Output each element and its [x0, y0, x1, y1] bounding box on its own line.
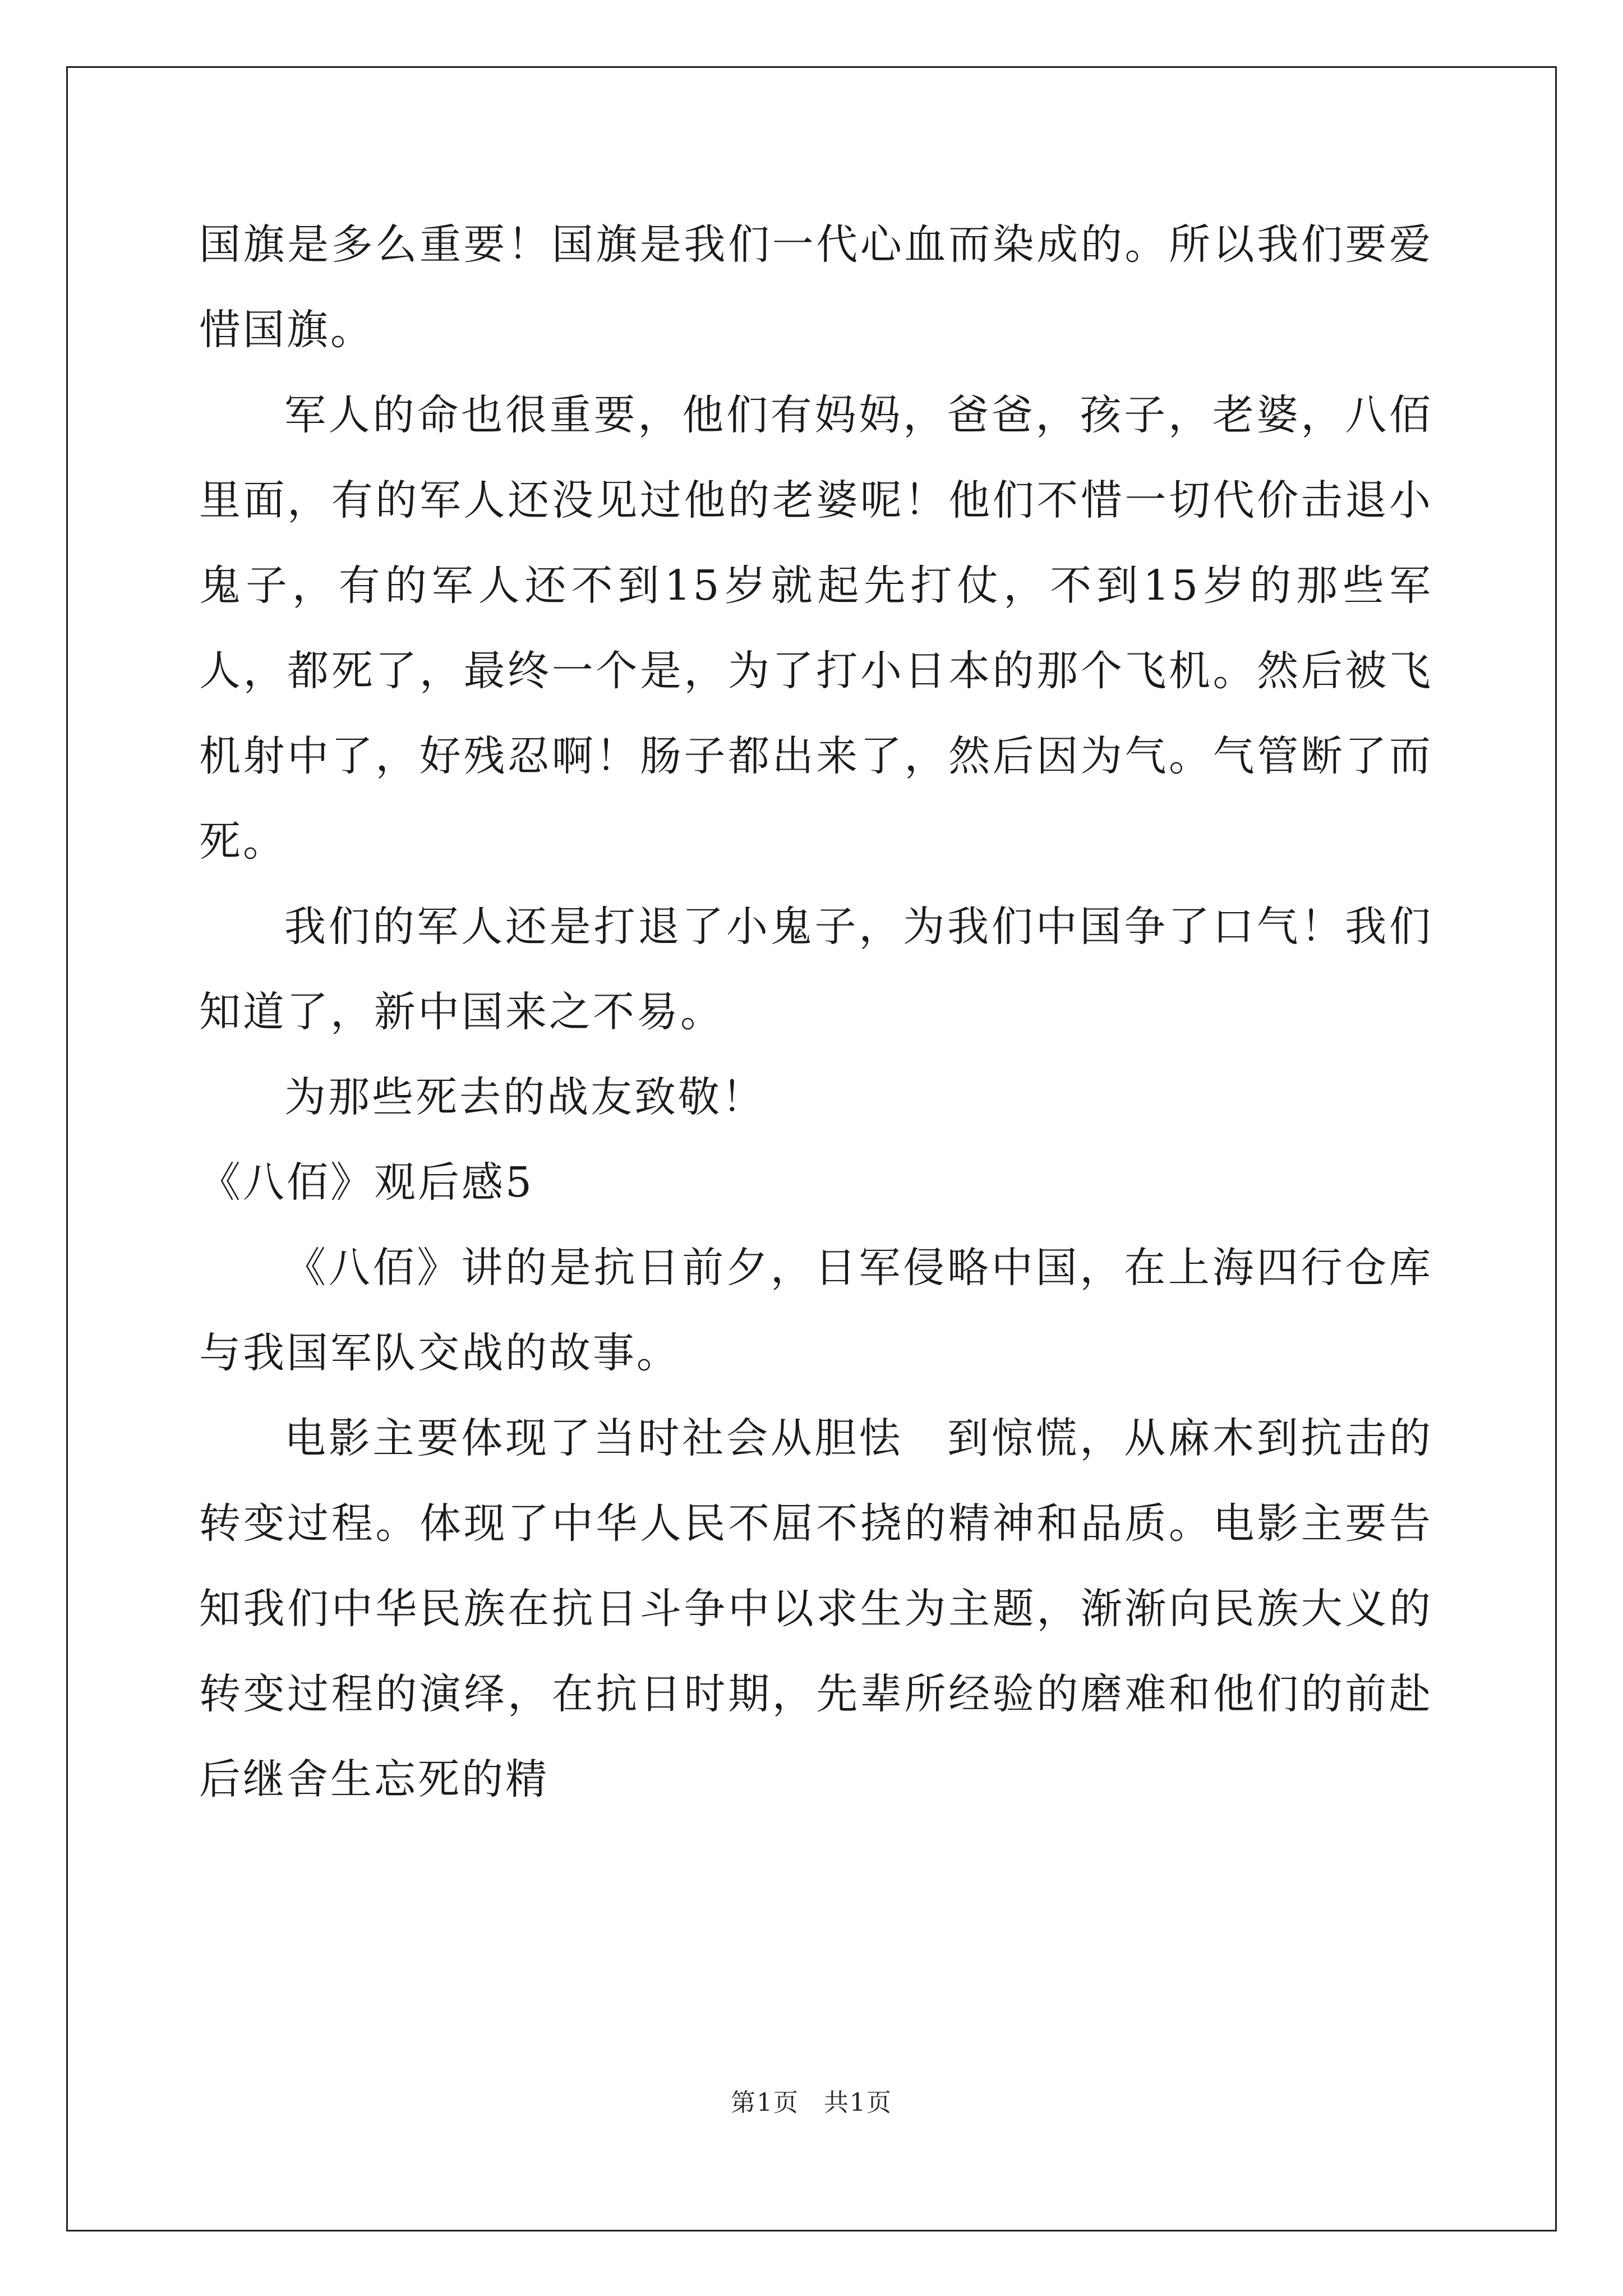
- paragraph-2: 军人的命也很重要，他们有妈妈，爸爸，孩子，老婆，八佰里面，有的军人还没见过他的老婆呢！他们不惜一切代价击退小鬼子，有的军人还不到15岁就起先打仗，不到15岁的那些军人，都死了，最终一个是，为了打小日本的那个飞机。然后被飞机射中了，好残忍啊！肠子都出来了，然后因为气。气管断了而死。: [199, 391, 1433, 866]
- paragraph-1: 国旗是多么重要！国旗是我们一代心血而染成的。所以我们要爱惜国旗。: [199, 220, 1433, 354]
- paragraph-5: 《八佰》讲的是抗日前夕，日军侵略中国，在上海四行仓库与我国军队交战的故事。: [199, 1244, 1433, 1377]
- page-footer: [0, 2082, 1623, 2118]
- paragraph-3: 我们的军人还是打退了小鬼子，为我们中国争了口气！我们知道了，新中国来之不易。: [199, 903, 1433, 1036]
- section-heading: 《八佰》观后感5: [199, 1158, 534, 1207]
- document-body: [199, 202, 1433, 1822]
- page-number-current: 第1页: [731, 2088, 799, 2117]
- paragraph-6: 电影主要体现了当时社会从胆怯 到惊慌，从麻木到抗击的转变过程。体现了中华人民不屈不挠的精神和品质。电影主要告知我们中华民族在抗日斗争中以求生为主题，渐渐向民族大义的转变过程的演绎，在抗日时期，先辈所经验的磨难和他们的前赴后继舍生忘死的精: [199, 1414, 1433, 1803]
- paragraph-4: 为那些死去的战友致敬！: [284, 1073, 766, 1121]
- page-number-total: 共1页: [824, 2088, 892, 2117]
